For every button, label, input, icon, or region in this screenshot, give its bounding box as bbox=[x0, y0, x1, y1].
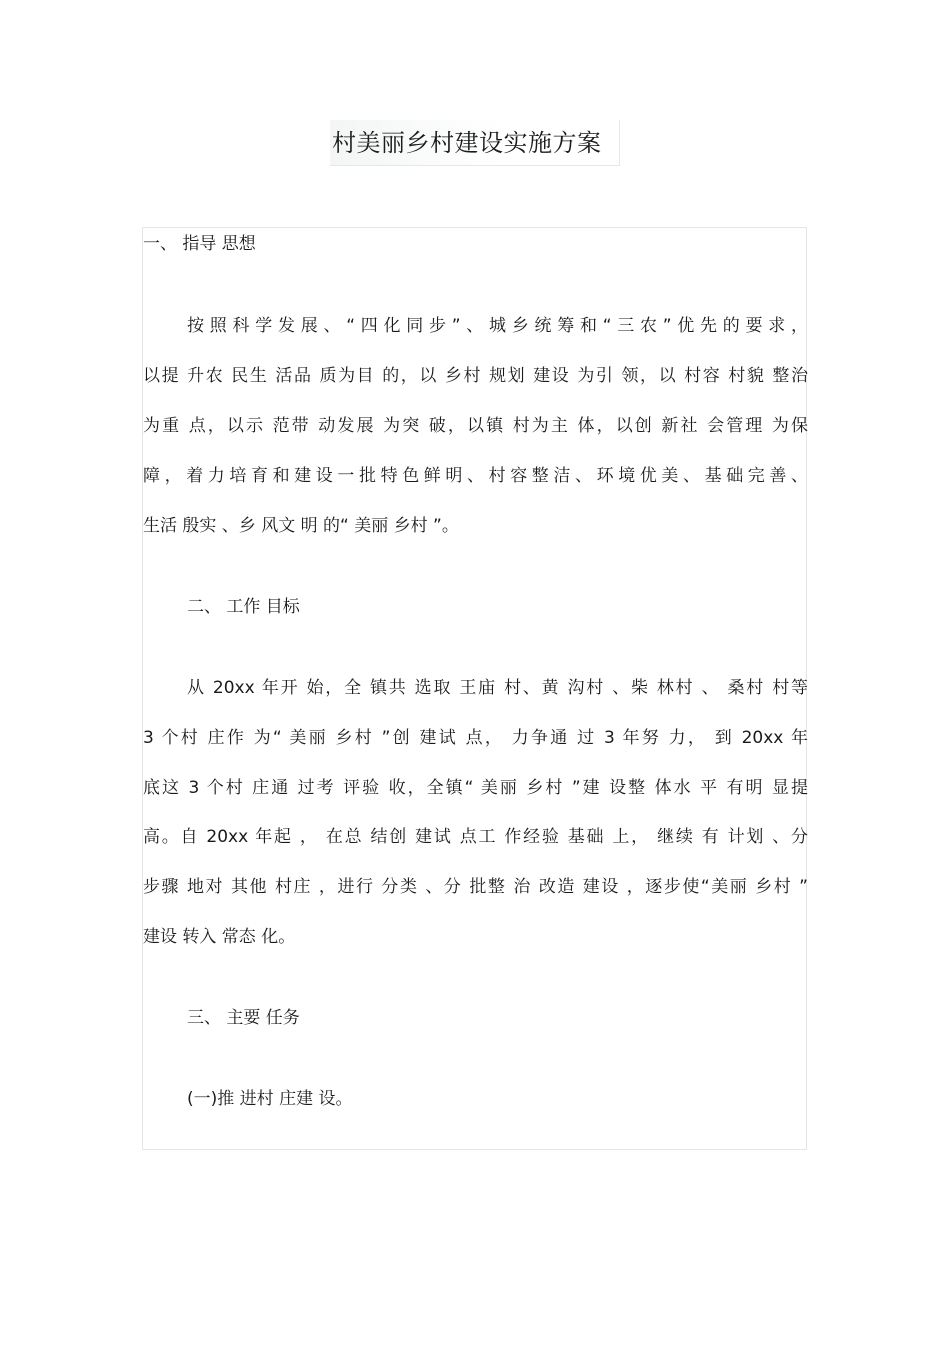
section-heading-1: 一、 指导 思想 bbox=[143, 234, 256, 254]
section-heading-3: 三、 主要 任务 bbox=[187, 1008, 300, 1028]
paragraph-2-line-1: 从 20xx 年开 始，全 镇共 选取 王庙 村、黄 沟村 、柴 林村 、 桑村 村等 bbox=[187, 678, 808, 698]
section-heading-2: 二、 工作 目标 bbox=[187, 597, 300, 617]
paragraph-1-line-5: 生活 殷实 、乡 风文 明 的“ 美丽 乡村 ”。 bbox=[143, 516, 459, 536]
paragraph-2-line-4: 高。自 20xx 年起 ， 在总 结创 建试 点工 作经验 基础 上， 继续 有 计划 、分 bbox=[143, 827, 808, 847]
paragraph-2-line-2: 3 个村 庄作 为“ 美丽 乡村 ”创 建试 点， 力争通 过 3 年努 力， 到 20xx 年 bbox=[143, 728, 808, 748]
paragraph-2-line-6: 建设 转入 常态 化。 bbox=[143, 927, 296, 947]
paragraph-1-line-4: 障，着力培育和建设一批特色鲜明、村容整洁、环境优美、基础完善、 bbox=[143, 466, 808, 486]
document-title-box bbox=[330, 120, 620, 166]
paragraph-1-line-2: 以提 升农 民生 活品 质为目 的，以 乡村 规划 建设 为引 领，以 村容 村貌 整治 bbox=[143, 366, 808, 386]
paragraph-1-line-1: 按照科学发展、“四化同步”、城乡统筹和“三农”优先的要求， bbox=[187, 316, 808, 336]
paragraph-1-line-3: 为重 点，以示 范带 动发展 为突 破，以镇 村为主 体，以创 新社 会管理 为保 bbox=[143, 416, 808, 436]
subsection-heading-1: (一)推 进村 庄建 设。 bbox=[187, 1089, 353, 1109]
paragraph-2-line-5: 步骤 地对 其他 村庄 ，进行 分类 、分 批整 治 改造 建设 ，逐步使“美丽 乡村 ” bbox=[143, 877, 808, 897]
document-title: 村美丽乡村建设实施方案 bbox=[332, 129, 602, 157]
paragraph-2-line-3: 底这 3 个村 庄通 过考 评验 收，全镇“ 美丽 乡村 ”建 设整 体水 平 有明 显提 bbox=[143, 778, 808, 798]
document-body bbox=[142, 227, 807, 1150]
